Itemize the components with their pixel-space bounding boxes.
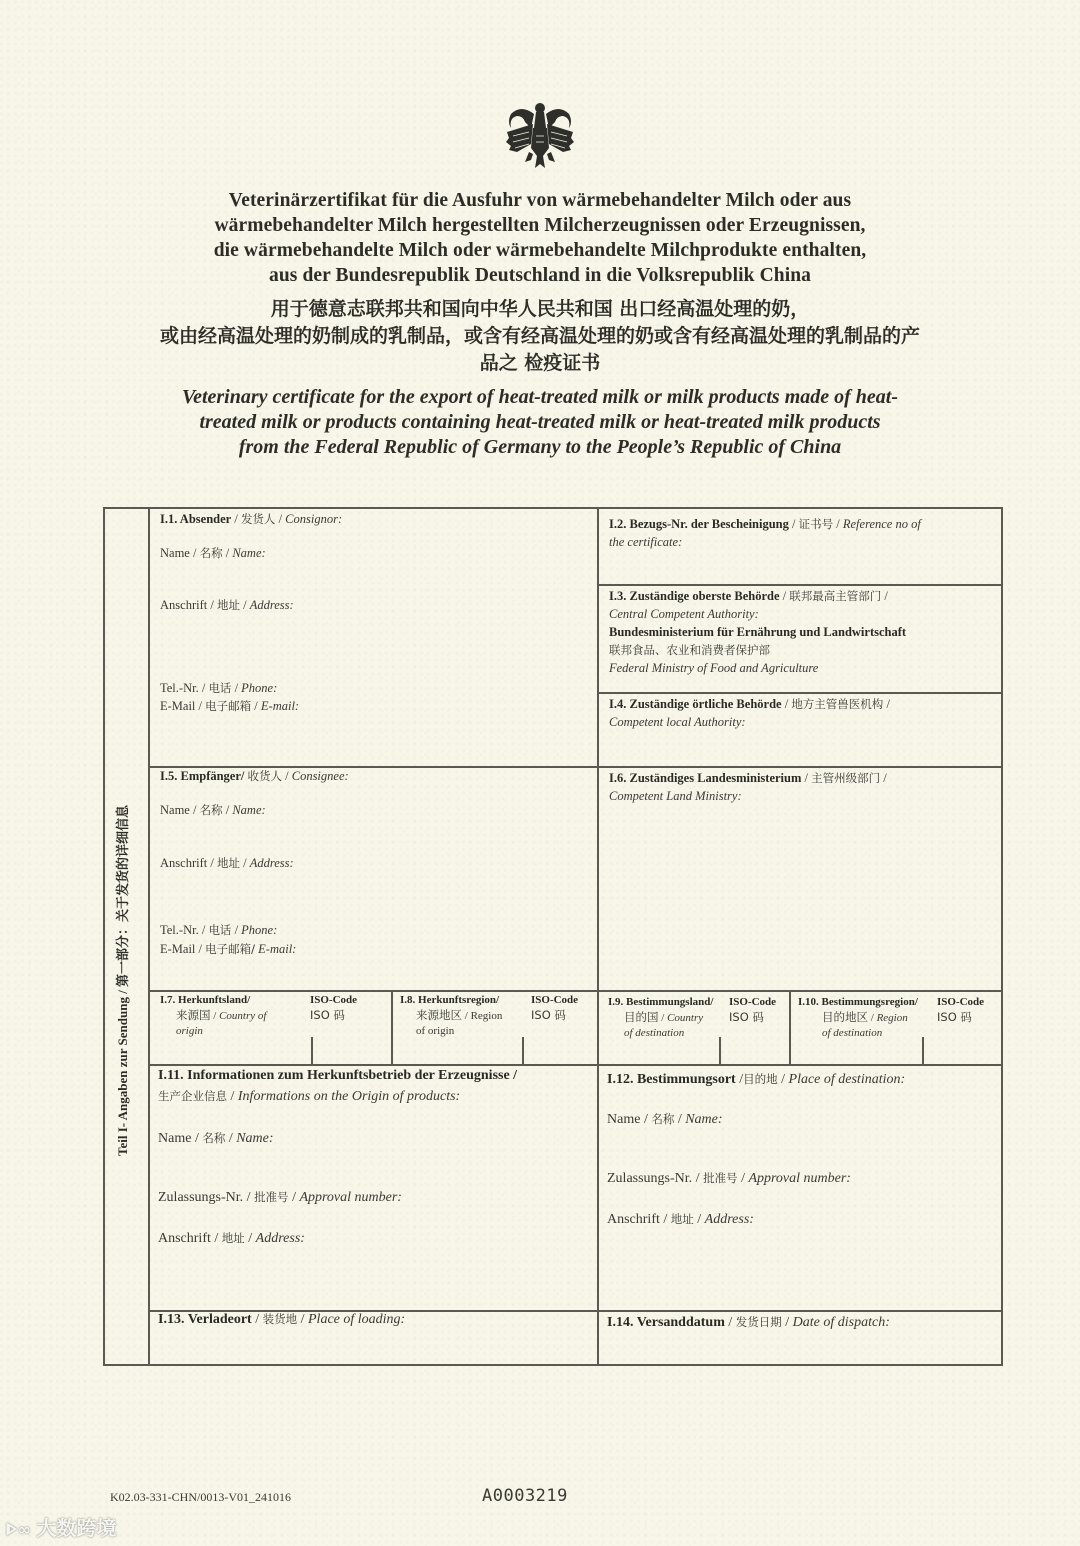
i7-iso-code-field[interactable]: ISO-Code ISO 码 bbox=[310, 994, 358, 1022]
serial-number: A0003219 bbox=[482, 1486, 568, 1506]
title-german bbox=[110, 188, 970, 288]
title-english bbox=[110, 385, 970, 460]
watermark-text: 大数跨境 bbox=[36, 1516, 117, 1540]
row-divider-i3-i4 bbox=[597, 692, 1003, 694]
i11-title: I.11. Informationen zum Herkunftsbetrieb der Erzeugnisse / 生产企业信息 / Informations on the Origin of products: bbox=[158, 1068, 518, 1104]
i12-title: I.12. Bestimmungsort /目的地 / Place of destination: bbox=[607, 1072, 906, 1087]
i7-title: I.7. Herkunftsland/ 来源国 / Country of origin bbox=[160, 994, 267, 1037]
i1-email-field[interactable]: E-Mail / 电子邮箱 / E-mail: bbox=[160, 699, 300, 713]
iso-divider-i7 bbox=[311, 1037, 313, 1064]
title-de-line: Veterinärzertifikat für die Ausfuhr von wärmebehandelter Milch oder aus bbox=[228, 190, 852, 211]
iso-divider-i8 bbox=[522, 1037, 524, 1064]
iso-divider-i9 bbox=[719, 1037, 721, 1064]
i4-title: I.4. Zuständige örtliche Behörde / 地方主管兽医机构 / Competent local Authority: bbox=[609, 697, 890, 729]
title-zh-line: 用于德意志联邦共和国向中华人民共和国 出口经高温处理的奶， bbox=[270, 298, 810, 320]
i5-email-field[interactable]: E-Mail / 电子邮箱/ E-mail: bbox=[160, 942, 297, 956]
watermark-icon: ᐈ∞ bbox=[6, 1520, 37, 1539]
i10-iso-code-field[interactable]: ISO-Code ISO 码 bbox=[937, 996, 985, 1024]
i1-phone-field[interactable]: Tel.-Nr. / 电话 / Phone: bbox=[160, 681, 278, 695]
i1-name-field[interactable]: Name / 名称 / Name: bbox=[160, 546, 266, 560]
row-divider-i5-i7 bbox=[148, 990, 1003, 992]
i6-title: I.6. Zuständiges Landesministerium / 主管州级部门 / Competent Land Ministry: bbox=[609, 771, 887, 803]
i10-title: I.10. Bestimmungsregion/ 目的地区 / Region of destination bbox=[798, 996, 918, 1039]
i1-title: I.1. Absender / 发货人 / Consignor: bbox=[160, 512, 343, 526]
i5-address-field[interactable]: Anschrift / 地址 / Address: bbox=[160, 856, 294, 870]
i5-phone-field[interactable]: Tel.-Nr. / 电话 / Phone: bbox=[160, 923, 278, 937]
title-chinese bbox=[100, 296, 980, 377]
i2-title: I.2. Bezugs-Nr. der Bescheinigung / 证书号 / Reference no of the certificate: bbox=[609, 517, 921, 549]
i9-iso-code-field[interactable]: ISO-Code ISO 码 bbox=[729, 996, 777, 1024]
title-en-line: Veterinary certificate for the export of heat-treated milk or milk products made of heat- bbox=[181, 386, 899, 408]
iso-divider-i10 bbox=[922, 1037, 924, 1064]
i9-title: I.9. Bestimmungsland/ 目的国 / Country of destination bbox=[608, 996, 714, 1039]
title-en-line: from the Federal Republic of Germany to the People’s Republic of China bbox=[238, 436, 842, 458]
i5-name-field[interactable]: Name / 名称 / Name: bbox=[160, 803, 266, 817]
i1-address-field[interactable]: Anschrift / 地址 / Address: bbox=[160, 598, 294, 612]
title-zh-line: 或由经高温处理的奶制成的乳制品，或含有经高温处理的奶或含有经高温处理的乳制品的产 bbox=[159, 325, 920, 347]
middle-divider-bottom bbox=[597, 1064, 599, 1366]
i12-name-field[interactable]: Name / 名称 / Name: bbox=[607, 1112, 723, 1127]
title-de-line: die wärmebehandelte Milch oder wärmebehandelte Milchprodukte enthalten, bbox=[213, 240, 867, 261]
row-divider-i2-i3 bbox=[597, 584, 1003, 586]
title-zh-line: 品之 检疫证书 bbox=[479, 352, 601, 374]
i8-iso-code-field[interactable]: ISO-Code ISO 码 bbox=[531, 994, 579, 1022]
table-border-right bbox=[1001, 507, 1003, 1366]
i11-name-field[interactable]: Name / 名称 / Name: bbox=[158, 1131, 274, 1146]
i12-address-field[interactable]: Anschrift / 地址 / Address: bbox=[607, 1212, 754, 1227]
middle-divider-top bbox=[597, 507, 599, 991]
i12-approval-number-field[interactable]: Zulassungs-Nr. / 批准号 / Approval number: bbox=[607, 1171, 851, 1186]
divider-i9-i10 bbox=[789, 990, 791, 1064]
title-en-line: treated milk or products containing heat-treated milk or heat-treated milk products bbox=[199, 411, 881, 433]
form-code: K02.03-331-CHN/0013-V01_241016 bbox=[110, 1490, 291, 1504]
title-de-line: wärmebehandelter Milch hergestellten Milcherzeugnissen oder Erzeugnissen, bbox=[214, 215, 866, 236]
federal-eagle-icon bbox=[503, 98, 577, 170]
divider-i8-i9 bbox=[597, 990, 599, 1064]
i11-approval-number-field[interactable]: Zulassungs-Nr. / 批准号 / Approval number: bbox=[158, 1190, 402, 1205]
side-column-divider bbox=[148, 507, 150, 1366]
divider-i7-i8 bbox=[391, 990, 393, 1064]
watermark-logo bbox=[6, 1512, 117, 1541]
title-de-line: aus der Bundesrepublik Deutschland in die Volksrepublik China bbox=[268, 265, 812, 286]
i14-title: I.14. Versanddatum / 发货日期 / Date of dispatch: bbox=[607, 1315, 890, 1330]
i8-title: I.8. Herkunftsregion/ 来源地区 / Region of origin bbox=[400, 994, 503, 1037]
i3-title: I.3. Zuständige oberste Behörde / 联邦最高主管部门 / Central Competent Authority: Bundesministerium für Ernährung und Landwirtschaft 联邦食品、农业和消费者保护部 Federal Ministry of Food and Agriculture bbox=[609, 589, 907, 675]
i5-title: I.5. Empfänger/ 收货人 / Consignee: bbox=[160, 769, 349, 783]
i11-address-field[interactable]: Anschrift / 地址 / Address: bbox=[158, 1231, 305, 1246]
table-border-left bbox=[103, 507, 105, 1366]
table-border-top bbox=[103, 507, 1003, 509]
part-one-side-label: Teil I- Angaben zur Sendung / 第一部分：关于发货的详细信息 bbox=[115, 804, 130, 1156]
table-border-bottom bbox=[103, 1364, 1003, 1366]
i13-title: I.13. Verladeort / 装货地 / Place of loading: bbox=[158, 1312, 406, 1327]
